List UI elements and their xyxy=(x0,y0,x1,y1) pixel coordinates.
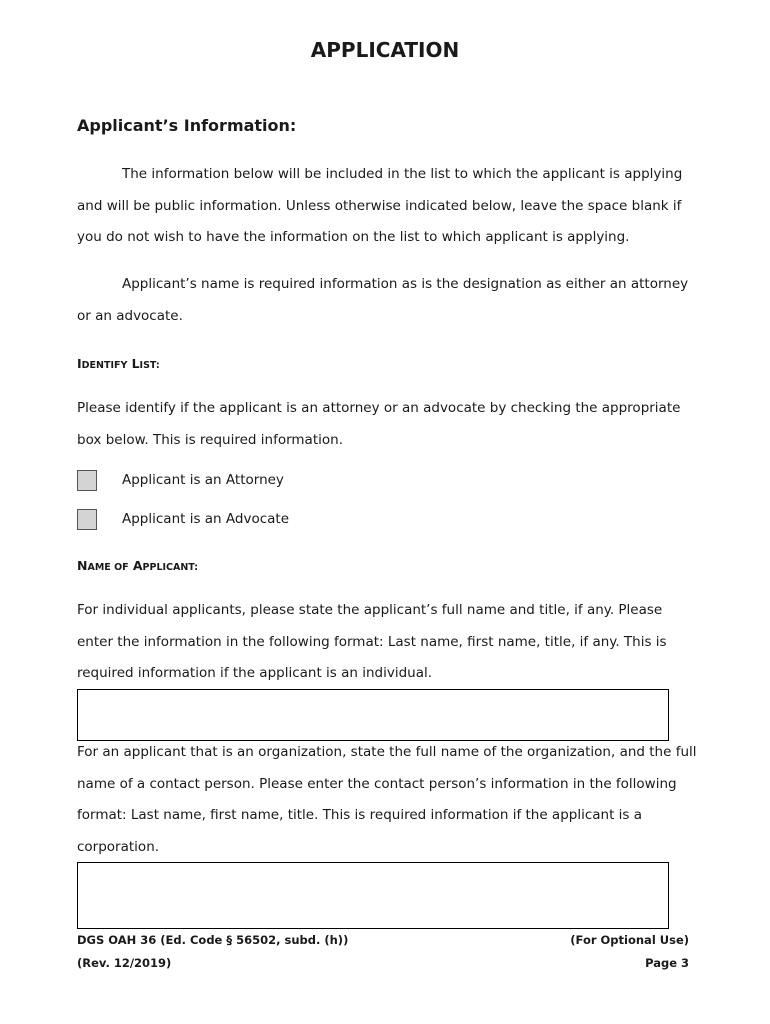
identify-list-heading: IDENTIFY LIST: xyxy=(77,356,160,371)
footer-revision: (Rev. 12/2019) xyxy=(77,956,172,970)
attorney-checkbox[interactable] xyxy=(77,470,97,491)
advocate-checkbox[interactable] xyxy=(77,509,97,530)
attorney-label: Applicant is an Attorney xyxy=(122,472,284,488)
attorney-option[interactable] xyxy=(77,468,284,492)
required-paragraph: Applicant’s name is required information as is the designation as either an attorney or an advocate. xyxy=(77,276,689,324)
page-title: APPLICATION xyxy=(310,38,460,62)
organization-instruction: For an applicant that is an organization, state the full name of the organization, and the full name of a contact person. Please enter the contact person’s information in the following format: Last name, first name, title. This is required information if the applicant is a corporation. xyxy=(77,744,697,855)
identify-list-instruction: Please identify if the applicant is an attorney or an advocate by checking the appropriate box below. This is required information. xyxy=(77,400,681,448)
footer-form-id: DGS OAH 36 (Ed. Code § 56502, subd. (h)) xyxy=(77,933,349,947)
advocate-option[interactable] xyxy=(77,507,289,531)
advocate-label: Applicant is an Advocate xyxy=(122,511,290,527)
name-of-applicant-heading: NAME OF APPLICANT: xyxy=(77,558,199,573)
footer-page-number: Page 3 xyxy=(645,956,689,970)
individual-instruction: For individual applicants, please state the applicant’s full name and title, if any. Please enter the information in the following format: Last name, first name, title, if any. This is required information if the applicant is an individual. xyxy=(77,602,667,681)
individual-name-field[interactable] xyxy=(77,689,669,741)
section-heading: Applicant’s Information: xyxy=(77,116,297,135)
intro-paragraph: The information below will be included in the list to which the applicant is applying and will be public information. Unless otherwise indicated below, leave the space blank if you do not wish to have the information on the list to which applicant is applying. xyxy=(77,166,683,245)
footer-use-note: (For Optional Use) xyxy=(570,933,689,947)
organization-name-field[interactable] xyxy=(77,862,669,929)
